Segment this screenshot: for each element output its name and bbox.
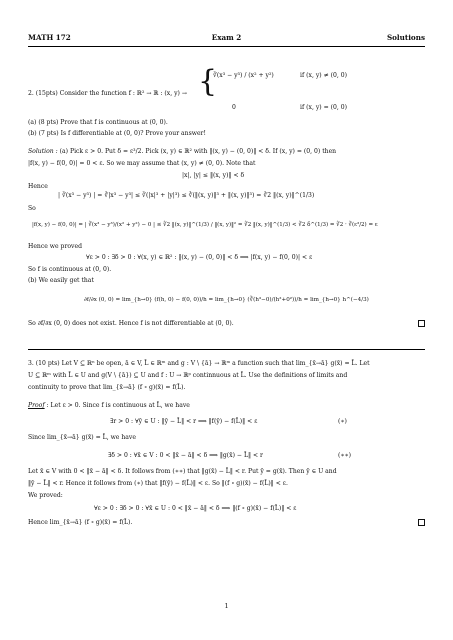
proof-label: Proof <box>28 402 45 409</box>
hence-1: Hence <box>28 183 48 190</box>
q2-part-a: (a) (8 pts) Prove that f is continuous at (0, 0). <box>28 119 168 126</box>
star-tag: (∗) <box>338 418 347 425</box>
qed-box-2 <box>418 519 425 528</box>
q3-statement-2: U ⊆ ℝᵐ with L̄ ∈ U and g(V \ {ā}) ⊆ U and f : U → ℝᵖ continnuous at L̄. Use the definitions of limits and <box>28 372 348 379</box>
final-equation: ∀ε > 0 : ∃δ > 0 : ∀x̄ ∈ U : 0 < ‖x̄ − ā‖ < δ ⟹ ‖(f ∘ g)(x̄) − f(L̄)‖ < ε <box>94 505 297 512</box>
solution-line-2: |f(x, y) − f(0, 0)| = 0 < ε. So we may assume that (x, y) ≠ (0, 0). Note that <box>28 160 256 167</box>
section-divider <box>28 349 425 350</box>
solution-label: Solution : <box>28 148 58 155</box>
q2-conclusion: So ∂f/∂x (0, 0) does not exist. Hence f is not differentiable at (0, 0). <box>28 320 234 327</box>
since-line: Since lim_{x̄→ā} g(x̄) = L̄, we have <box>28 434 136 441</box>
header-rule <box>28 46 425 47</box>
q2-statement: 2. (15pts) Consider the function f : ℝ² → ℝ : (x, y) → <box>28 90 187 97</box>
continuity-conclusion: So f is continuous at (0, 0). <box>28 266 112 273</box>
inequality-2: | ∛(x³ − y³) | = ∛|x³ − y³| ≤ ∛(|x|³ + |y|³) ≤ ∛(‖(x, y)‖³ + ‖(x, y)‖³) = ∛2 ‖(x, y)‖^(1/3) <box>58 192 315 199</box>
exam-title: Exam 2 <box>211 33 242 42</box>
proof-paragraph-2: ‖ȳ − L̄‖ < r. Hence it follows from (∗) that ‖f(ȳ) − f(L̄)‖ < ε. So ‖(f ∘ g)(x̄) − f(L̄)‖ < ε. <box>28 480 288 487</box>
page-header <box>28 33 425 45</box>
proof-paragraph-1: Let x̄ ∈ V with 0 < ‖x̄ − ā‖ < δ. It follows from (∗∗) that ‖g(x̄) − L̄‖ < r. Put ȳ = g(x̄). Then ȳ ∈ U and <box>28 468 337 475</box>
case1-expression: ∛(x³ − y³) / (x² + y²) <box>213 72 274 79</box>
proof-intro-line <box>28 402 190 409</box>
q2-part-b: (b) (7 pts) Is f differentiable at (0, 0)? Prove your answer! <box>28 130 206 137</box>
course-code: MATH 172 <box>28 33 71 42</box>
partial-derivative: ∂f/∂x (0, 0) = lim_{h→0} (f(h, 0) − f(0, 0))/h = lim_{h→0} (∛(h³−0)/(h²+0²))/h = lim_{h→0} h^(−4/3) <box>84 297 369 303</box>
inequality-3: |f(x, y) − f(0, 0)| = | ∛(x³ − y³)/(x² + y²) − 0 | ≤ ∛2 ‖(x, y)‖^(1/3) / ‖(x, y)‖² = ∛2 ‖(x, y)‖^(1/3) < ∛2 δ^(1/3) = ∛2 · ∛(ε³/2) = ε <box>32 222 378 228</box>
case2-expression: 0 <box>232 104 236 111</box>
piecewise-brace: { <box>198 64 218 99</box>
inequality-4: ∀ε > 0 : ∃δ > 0 : ∀(x, y) ∈ ℝ² : ‖(x, y) − (0, 0)‖ < δ ⟹ |f(x, y) − f(0, 0)| < ε <box>86 254 313 261</box>
page-number: 1 <box>224 602 229 610</box>
part-b-solution: (b) We easily get that <box>28 277 94 284</box>
solution-text-1: (a) Pick ε > 0. Put δ = ε³/2. Pick (x, y) ∈ ℝ² with ‖(x, y) − (0, 0)‖ < δ. If (x, y) = (0, 0) then <box>59 148 337 155</box>
solution-line-1 <box>28 148 336 155</box>
qed-box <box>418 320 425 329</box>
case1-condition: if (x, y) ≠ (0, 0) <box>300 72 348 79</box>
inequality-1: |x|, |y| ≤ ‖(x, y)‖ < δ <box>182 172 245 179</box>
hence-proved: Hence we proved <box>28 243 82 250</box>
header-right: Solutions <box>386 33 425 42</box>
q3-statement-1: 3. (10 pts) Let V ⊆ ℝⁿ be open, ā ∈ V, L̄ ∈ ℝᵐ and g : V \ {ā} → ℝᵐ a function such that lim_{x̄→ā} g(x̄) = L̄. Let <box>28 360 370 367</box>
double-star-tag: (∗∗) <box>338 452 352 459</box>
we-proved: We proved: <box>28 492 63 499</box>
proof-intro: : Let ε > 0. Since f is continuous at L̄, we have <box>46 402 190 409</box>
case2-condition: if (x, y) = (0, 0) <box>300 104 348 111</box>
so-1: So <box>28 205 36 212</box>
q3-conclusion: Hence lim_{x̄→ā} (f ∘ g)(x̄) = f(L̄). <box>28 519 133 526</box>
equation-star: ∃r > 0 : ∀ȳ ∈ U : ‖ȳ − L̄‖ < r ⟹ ‖f(ȳ) − f(L̄)‖ < ε <box>110 418 258 425</box>
equation-double-star: ∃δ > 0 : ∀x̄ ∈ V : 0 < ‖x̄ − ā‖ < δ ⟹ ‖g(x̄) − L̄‖ < r <box>108 452 263 459</box>
q3-statement-3: continuity to prove that lim_{x̄→ā} (f ∘ g)(x̄) = f(L̄). <box>28 384 186 391</box>
